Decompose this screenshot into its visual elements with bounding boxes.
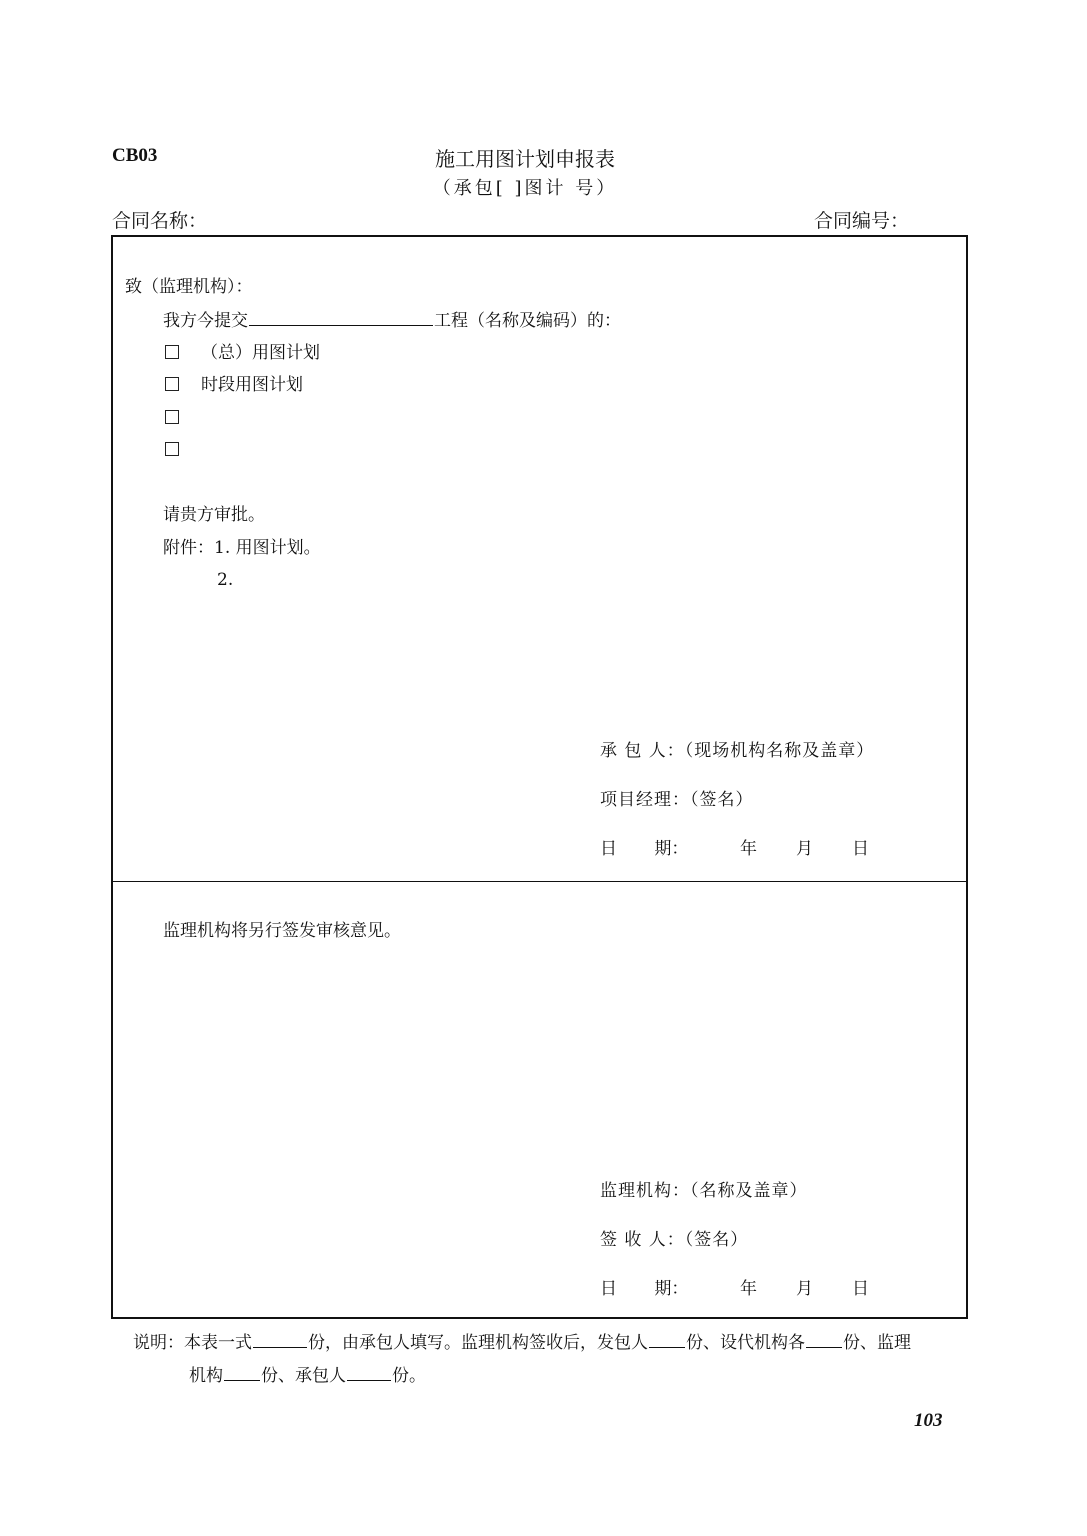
submission-line (163, 309, 621, 332)
project-name-field[interactable] (249, 309, 433, 326)
contractor-label: 承 包 人：（现场机构名称及盖章） (600, 741, 875, 761)
checkbox[interactable] (165, 377, 179, 391)
date-month-label: 月 (796, 839, 813, 859)
supervision-agency-label: 监理机构：（名称及盖章） (600, 1181, 808, 1201)
copies-contractor-field[interactable] (347, 1364, 391, 1381)
footer-text: 份、监理 (843, 1333, 911, 1353)
footer-text: 份、设代机构各 (686, 1333, 805, 1353)
footer-text: 份、承包人 (261, 1366, 346, 1386)
checkbox-row-period-plan[interactable] (165, 374, 303, 396)
copies-owner-field[interactable] (649, 1331, 685, 1348)
checkbox-row-blank-2[interactable] (165, 439, 201, 461)
copies-total-field[interactable] (253, 1331, 307, 1348)
attachments-line (163, 537, 321, 559)
submit-suffix: 工程（名称及编码）的： (434, 311, 621, 331)
footer-text: 机构 (189, 1366, 223, 1386)
date-year-label: 年 (740, 839, 757, 859)
footer-note-line-2 (189, 1361, 426, 1386)
approval-request: 请贵方审批。 (163, 505, 265, 525)
date-label: 日 期： (600, 839, 689, 859)
attachment-item-2: 2. (217, 570, 234, 590)
checkbox[interactable] (165, 442, 179, 456)
form-frame (111, 235, 968, 1319)
contract-number-label: 合同编号： (814, 210, 910, 232)
attachment-item-1: 1. 用图计划。 (214, 538, 321, 558)
addressee: 致（监理机构）： (125, 277, 253, 297)
date-day-label: 日 (852, 839, 869, 859)
checkbox-label: （总）用图计划 (201, 343, 320, 363)
date-label: 日 期： (600, 1279, 689, 1299)
checkbox-row-blank-1[interactable] (165, 407, 201, 429)
project-manager-label: 项目经理：（签名） (600, 790, 754, 810)
form-title: 施工用图计划申报表 (435, 147, 615, 171)
footer-text: 份，由承包人填写。监理机构签收后，发包人 (308, 1333, 648, 1353)
page-number: 103 (914, 1410, 943, 1431)
footer-text: 说明：本表一式 (133, 1333, 252, 1353)
copies-design-field[interactable] (806, 1331, 842, 1348)
checkbox[interactable] (165, 410, 179, 424)
checkbox-label: 时段用图计划 (201, 375, 303, 395)
copies-supervision-field[interactable] (224, 1364, 260, 1381)
date-year-label: 年 (740, 1279, 757, 1299)
footer-note-line-1 (133, 1328, 911, 1353)
attachments-label: 附件： (163, 538, 214, 558)
section-divider (113, 881, 966, 882)
date-month-label: 月 (796, 1279, 813, 1299)
date-day-label: 日 (852, 1279, 869, 1299)
checkbox-row-total-plan[interactable] (165, 342, 320, 364)
form-subtitle: （承包[ ]图计 号） (432, 178, 618, 199)
submit-prefix: 我方今提交 (163, 311, 248, 331)
review-note: 监理机构将另行签发审核意见。 (163, 921, 401, 941)
checkbox[interactable] (165, 345, 179, 359)
receiver-label: 签 收 人：（签名） (600, 1230, 749, 1250)
form-code: CB03 (112, 145, 158, 166)
contract-name-label: 合同名称： (112, 210, 208, 232)
footer-text: 份。 (392, 1366, 426, 1386)
